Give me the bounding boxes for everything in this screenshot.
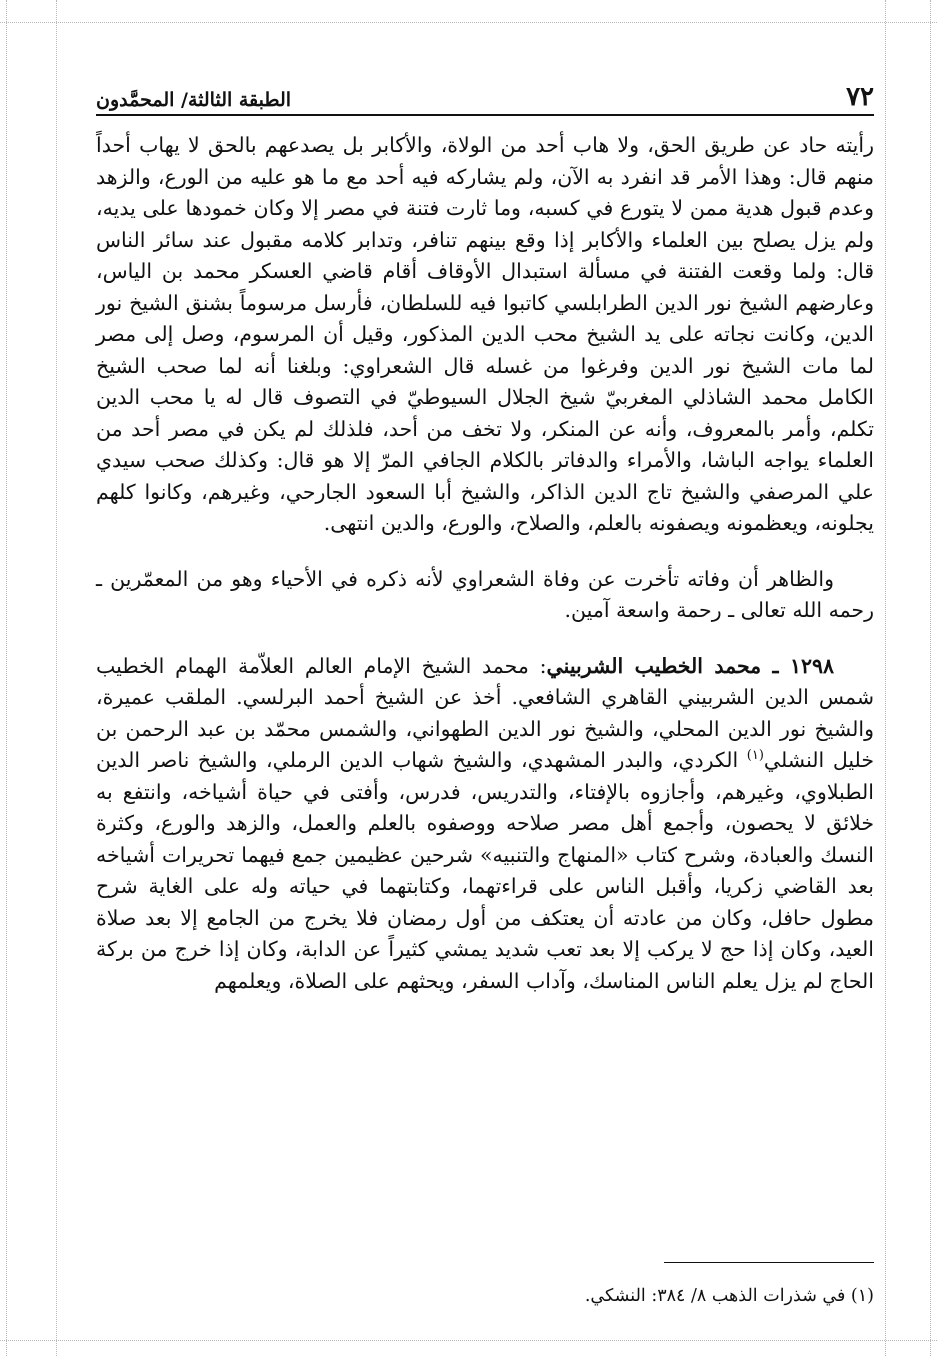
page-body [96, 130, 874, 997]
scan-guide-line [6, 0, 7, 1356]
footnote-divider [664, 1262, 874, 1263]
scan-guide-line [930, 0, 931, 1356]
paragraph-continued: رأيته حاد عن طريق الحق، ولا هاب أحد من الولاة، والأكابر بل يصدعهم بالحق لا يهاب أحداً منهم قال: وهذا الأمر قد انفرد به الآن، ولم يشاركه فيه أحد مع ما هو عليه من الورع، والزهد وعدم قبول هدية ممن لا يتورع في كسبه، وما ثارت فتنة في مصر إلا وكان خمودها على يديه، ولم يزل يصلح بين العلماء والأكابر إذا وقع بينهم تنافر، وتدابر كلامه مقبول عند سائر الناس قال: ولما وقعت الفتنة في مسألة استبدال الأوقاف أقام قاضي العسكر محمد بن الياس، وعارضهم الشيخ نور الدين الطرابلسي كاتبوا فيه للسلطان، فأرسل مرسوماً بشنق الشيخ نور الدين، وكانت نجاته على يد الشيخ محب الدين المذكور، وقيل أن المرسوم، وصل إلى مصر لما مات الشيخ نور الدين وفرغوا من غسله قال الشعراوي: وبلغنا أنه لما صحب الشيخ الكامل محمد الشاذلي المغربيّ شيخ الجلال السيوطيّ في التصوف قال له يا محب الدين تكلم، وأمر بالمعروف، وأنه عن المنكر، ولا تخف من أحد، فلذلك لم يكن في مصر أحد من العلماء يواجه الباشا، والأمراء والدفاتر بالكلام الجافي المرّ إلا هو قال: وكذلك صحب سيدي علي المرصفي والشيخ تاج الدين الذاكر، والشيخ أبا السعود الجارحي، وغيرهم، وكانوا كلهم يجلونه، ويعظمونه ويصفونه بالعلم، والصلاح، والورع، والدين انتهى. [96, 133, 874, 535]
scan-guide-line [885, 0, 886, 1356]
scan-guide-line [0, 1340, 937, 1341]
footnote-marker[interactable]: (١) [746, 748, 764, 764]
entry-text-end: الكردي، والبدر المشهدي، والشيخ شهاب الدين الرملي، والشيخ ناصر الدين الطبلاوي، وغيرهم، وأجازوه بالإفتاء، والتدريس، فدرس، وأفتى في حياة أشياخه، وانتفع به خلائق لا يحصون، وأجمع أهل مصر صلاحه ووصفوه بالعلم والعمل، والزهد والورع، وكثرة النسك والعبادة، وشرح كتاب «المنهاج والتنبيه» شرحين عظيمين جمع فيهما تحريرات أشياخه بعد القاضي زكريا، وأقبل الناس على قراءتهما، وكتابتهما في حياته وله على الغاية شرح مطول حافل، وكان من عادته أن يعتكف من أول رمضان فلا يخرج من الجامع إلا بعد صلاة العيد، وكان إذا حج لا يركب إلا بعد تعب شديد يمشي كثيراً عن الدابة، وكان إذا خرج من بركة الحاج لم يزل يعلم الناس المناسك، وآداب السفر، ويحثهم على الصلاة، ويعلمهم [96, 748, 874, 993]
scan-guide-line [0, 22, 937, 23]
paragraph-death-note: والظاهر أن وفاته تأخرت عن وفاة الشعراوي لأنه ذكره في الأحياء وهو من المعمّرين ـ رحمه الله تعالى ـ رحمة واسعة آمين. [96, 566, 874, 622]
scan-guide-line [56, 0, 57, 1356]
entry-text-start: : محمد الشيخ الإمام العالم العلاّمة الهمام الخطيب شمس الدين الشربيني القاهري الشافعي. أخذ عن الشيخ أحمد البرلسي. الملقب عميرة، والشيخ نور الدين المحلي، والشيخ نور الدين الطهواني، والشمس محمّد بن عبد الرحمن بن خليل النشلي [96, 653, 874, 772]
footnote: (١) في شذرات الذهب ٨/ ٣٨٤: النشكي. [584, 1286, 874, 1306]
running-title: الطبقة الثالثة/ المحمَّدون [96, 89, 292, 111]
entry-heading: ١٢٩٨ ـ محمد الخطيب الشربيني [546, 653, 834, 678]
page-number: ٧٢ [846, 82, 874, 112]
book-page [96, 72, 874, 1332]
paragraph-entry-1298 [96, 651, 874, 998]
page-header [96, 72, 874, 116]
